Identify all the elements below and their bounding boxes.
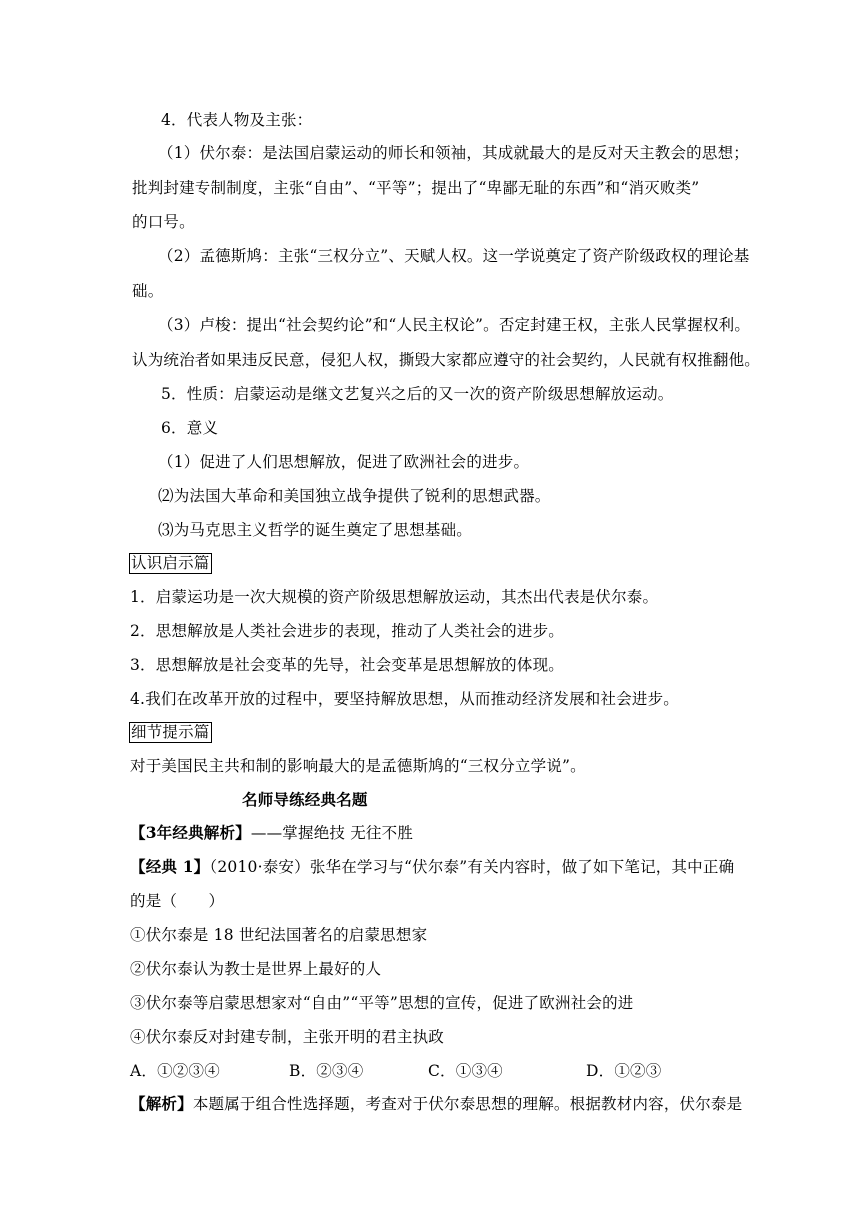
- list-item: 3．思想解放是社会变革的先导，社会变革是思想解放的体现。: [130, 656, 564, 674]
- statement-3: ③伏尔泰等启蒙思想家对“自由”“平等”思想的宣传，促进了欧洲社会的进: [130, 994, 634, 1012]
- section-heading-nature: 5．性质：启蒙运动是继文艺复兴之后的又一次的资产阶级思想解放运动。: [161, 385, 674, 403]
- paragraph-line: 对于美国民主共和制的影响最大的是孟德斯鸠的“三权分立学说”。: [130, 757, 586, 775]
- question-stem: [130, 857, 734, 877]
- list-item: 4.我们在改革开放的过程中，要坚持解放思想，从而推动经济发展和社会进步。: [130, 690, 679, 708]
- subsection-tagline: ——掌握绝技 无往不胜: [250, 824, 414, 842]
- subsection-label: 【3年经典解析】: [130, 823, 251, 842]
- boxed-heading-insights: 认识启示篇: [131, 554, 210, 572]
- option-a: A．①②③④: [130, 1062, 220, 1080]
- paragraph-line: 认为统治者如果违反民意，侵犯人权，撕毁大家都应遵守的社会契约，人民就有权推翻他。: [132, 351, 761, 369]
- paragraph-line: ⑵为法国大革命和美国独立战争提供了锐利的思想武器。: [158, 487, 551, 505]
- analysis-line: [130, 1094, 742, 1114]
- paragraph-line: （2）孟德斯鸠：主张“三权分立”、天赋人权。这一学说奠定了资产阶级政权的理论基: [158, 247, 750, 265]
- option-b: B．②③④: [289, 1062, 364, 1080]
- paragraph-line: （1）伏尔泰：是法国启蒙运动的师长和领袖，其成就最大的是反对天主教会的思想；: [158, 144, 749, 162]
- paragraph-line: 批判封建专制制度，主张“自由”、“平等”；提出了“卑鄙无耻的东西”和“消灭败类”: [132, 179, 700, 197]
- paragraph-line: 础。: [132, 282, 164, 300]
- section-heading-significance: 6．意义: [161, 419, 219, 437]
- paragraph-line: 的口号。: [132, 213, 195, 231]
- paragraph-line: （1）促进了人们思想解放，促进了欧洲社会的进步。: [158, 453, 530, 471]
- statement-2: ②伏尔泰认为教士是世界上最好的人: [130, 960, 382, 978]
- statement-4: ④伏尔泰反对封建专制，主张开明的君主执政: [130, 1028, 445, 1046]
- question-text: （2010·泰安）张华在学习与“伏尔泰”有关内容时，做了如下笔记，其中正确: [209, 858, 735, 876]
- option-d: D．①②③: [586, 1062, 662, 1080]
- paragraph-line: （3）卢梭：提出“社会契约论”和“人民主权论”。否定封建王权，主张人民掌握权利。: [158, 316, 751, 334]
- analysis-text: 本题属于组合性选择题，考查对于伏尔泰思想的理解。根据教材内容，伏尔泰是: [192, 1095, 743, 1113]
- subsection-line: [130, 823, 413, 843]
- paragraph-line: ⑶为马克思主义哲学的诞生奠定了思想基础。: [158, 521, 473, 539]
- section-title: 名师导练经典名题: [242, 790, 368, 809]
- analysis-label: 【解析】: [130, 1094, 193, 1113]
- list-item: 1．启蒙运功是一次大规模的资产阶级思想解放运动，其杰出代表是伏尔泰。: [130, 588, 659, 606]
- question-label: 【经典 1】: [130, 857, 210, 876]
- option-c: C．①③④: [428, 1062, 503, 1080]
- question-stem-cont: 的是（ ）: [130, 892, 225, 910]
- statement-1: ①伏尔泰是 18 世纪法国著名的启蒙思想家: [130, 926, 428, 944]
- section-heading-figures: 4．代表人物及主张：: [161, 111, 313, 129]
- list-item: 2．思想解放是人类社会进步的表现，推动了人类社会的进步。: [130, 622, 564, 640]
- boxed-heading-details: 细节提示篇: [131, 723, 210, 741]
